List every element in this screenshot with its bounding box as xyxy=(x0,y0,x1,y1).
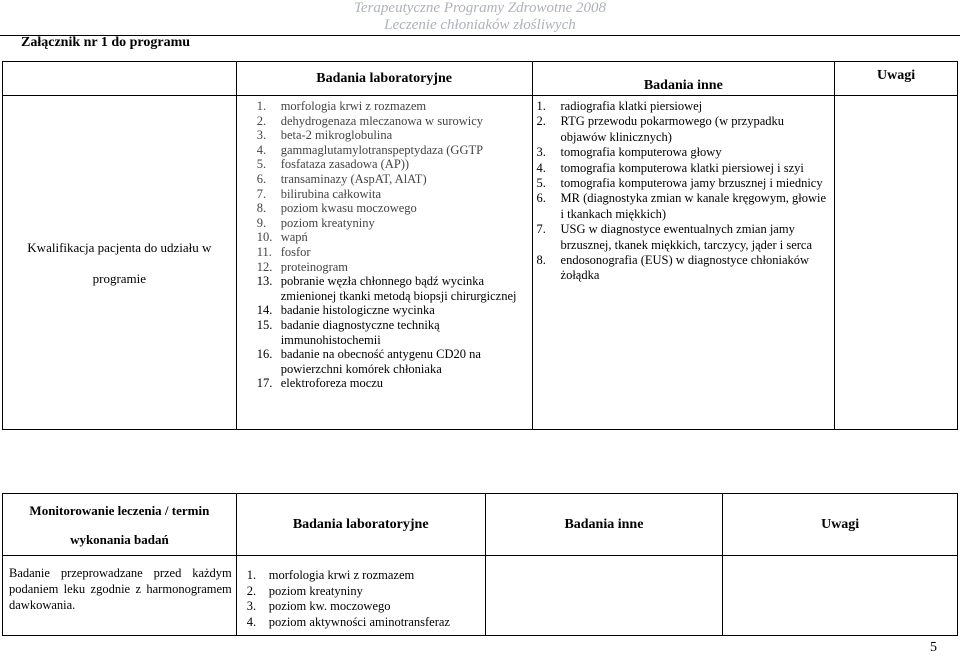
list-item-text: pobranie węzła chłonnego bądź wycinka zmienionej tkanki metodą biopsji chirurgicznej xyxy=(280,274,517,303)
list-item xyxy=(247,584,481,600)
monitoring-lab-list xyxy=(237,556,485,634)
list-item xyxy=(537,222,831,253)
list-item-number: 14. xyxy=(256,303,273,318)
list-item-number: 13. xyxy=(256,274,273,289)
table1-col-notes: Uwagi xyxy=(835,62,958,96)
list-item-text: poziom kreatyniny xyxy=(268,583,363,598)
list-item-number: 9. xyxy=(256,215,267,230)
list-item-text: badanie na obecność antygenu CD20 na powierzchni komórek chłoniaka xyxy=(280,347,481,376)
list-item-text: radiografia klatki piersiowej xyxy=(560,99,703,113)
list-item-number: 16. xyxy=(256,347,273,362)
list-item-number: 2. xyxy=(256,113,267,128)
list-item-text: poziom kreatyniny xyxy=(280,215,375,230)
list-item-text: bilirubina całkowita xyxy=(280,186,382,201)
monitoring-notes-cell xyxy=(723,556,958,636)
list-item xyxy=(247,568,481,584)
list-item-number: 12. xyxy=(256,259,273,274)
list-item xyxy=(537,253,831,284)
list-item xyxy=(257,216,528,231)
list-item xyxy=(257,274,528,303)
table2-col-notes: Uwagi xyxy=(723,494,958,556)
list-item xyxy=(257,114,528,129)
list-item-text: poziom aktywności aminotransferaz xyxy=(268,614,450,629)
table1-col-other: Badania inne xyxy=(532,62,835,96)
list-item-text: tomografia komputerowa klatki piersiowej i szyi xyxy=(560,160,804,175)
header-title: Terapeutyczne Programy Zdrowotne 2008 xyxy=(353,0,607,16)
list-item-text: RTG przewodu pokarmowego (w przypadku objawów klinicznych) xyxy=(560,114,785,144)
list-item xyxy=(247,599,481,615)
list-item xyxy=(257,230,528,245)
qualification-label: Kwalifikacja pacjenta do udziału w programie xyxy=(3,96,237,430)
list-item xyxy=(257,187,528,202)
list-item-text: fosfor xyxy=(280,244,311,259)
list-item xyxy=(537,176,831,191)
lab-tests-list xyxy=(237,96,532,395)
list-item-text: poziom kw. moczowego xyxy=(268,599,391,614)
list-item-number: 17. xyxy=(256,376,273,391)
list-item-number: 6. xyxy=(256,171,267,186)
list-item xyxy=(257,172,528,187)
list-item-number: 4. xyxy=(536,160,546,175)
list-item-text: transaminazy (AspAT, AlAT) xyxy=(280,171,427,186)
list-item-text: tomografia komputerowa jamy brzusznej i miednicy xyxy=(560,176,823,191)
list-item-text: dehydrogenaza mleczanowa w surowicy xyxy=(280,113,484,128)
list-item xyxy=(257,318,528,347)
list-item xyxy=(257,260,528,275)
list-item-text: morfologia krwi z rozmazem xyxy=(268,568,415,582)
list-item-number: 8. xyxy=(536,253,546,268)
table2-col-lab: Badania laboratoryjne xyxy=(236,494,485,556)
list-item xyxy=(537,99,831,114)
list-item-number: 1. xyxy=(256,99,267,113)
list-item-text: badanie histologiczne wycinka xyxy=(280,303,435,318)
list-item-text: USG w diagnostyce ewentualnych zmian jamy brzusznej, tkanek miękkich, tarczycy, jąder i serca xyxy=(560,222,813,252)
list-item xyxy=(257,143,528,158)
monitoring-lab-cell xyxy=(236,556,485,636)
list-item-number: 3. xyxy=(246,599,257,614)
list-item xyxy=(257,201,528,216)
list-item-number: 3. xyxy=(536,145,546,160)
monitoring-other-cell xyxy=(485,556,723,636)
list-item-number: 1. xyxy=(246,568,257,582)
list-item xyxy=(257,245,528,260)
list-item-number: 4. xyxy=(256,142,267,157)
list-item xyxy=(537,145,831,160)
list-item xyxy=(537,161,831,176)
table1-empty-header xyxy=(3,62,237,96)
list-item-text: badanie diagnostyczne techniką immunohistochemii xyxy=(280,317,440,347)
list-item-number: 15. xyxy=(256,317,273,332)
list-item-number: 10. xyxy=(256,230,273,245)
page-number: 5 xyxy=(930,640,937,655)
list-item-text: proteinogram xyxy=(280,259,349,274)
list-item-text: poziom kwasu moczowego xyxy=(280,201,417,216)
list-item-number: 8. xyxy=(256,201,267,216)
list-item-number: 7. xyxy=(536,222,546,237)
list-item-text: wapń xyxy=(280,230,308,245)
list-item xyxy=(257,347,528,376)
list-item-text: elektroforeza moczu xyxy=(280,376,384,391)
list-item-text: fosfataza zasadowa (AP)) xyxy=(280,157,410,172)
lab-tests-cell xyxy=(236,96,532,430)
table2-col-other: Badania inne xyxy=(485,494,723,556)
annex-label: Załącznik nr 1 do programu xyxy=(21,35,191,50)
list-item-number: 4. xyxy=(246,614,257,629)
table2-col-term: Monitorowanie leczenia / termin wykonania badań xyxy=(3,494,237,556)
other-tests-cell xyxy=(532,96,835,430)
list-item xyxy=(537,191,831,222)
list-item-number: 3. xyxy=(256,128,267,143)
list-item-number: 2. xyxy=(246,583,257,598)
list-item xyxy=(257,376,528,391)
list-item-number: 5. xyxy=(536,176,546,191)
list-item xyxy=(247,615,481,631)
list-item-text: beta-2 mikroglobulina xyxy=(280,128,393,143)
list-item xyxy=(537,114,831,145)
monitoring-label: Badanie przeprowadzane przed każdym podaniem leku zgodnie z harmonogramem dawkowania. xyxy=(3,556,237,636)
list-item-text: tomografia komputerowa głowy xyxy=(560,145,722,160)
list-item-number: 6. xyxy=(536,191,546,206)
list-item-number: 1. xyxy=(536,99,546,113)
table1-col-lab: Badania laboratoryjne xyxy=(236,62,532,96)
list-item-number: 2. xyxy=(536,114,546,129)
list-item xyxy=(257,157,528,172)
list-item-number: 11. xyxy=(256,244,272,259)
list-item-text: morfologia krwi z rozmazem xyxy=(280,99,427,113)
notes-cell xyxy=(835,96,958,430)
header-subtitle: Leczenie chłoniaków złośliwych xyxy=(384,17,576,33)
list-item-number: 7. xyxy=(256,186,267,201)
list-item xyxy=(257,303,528,318)
list-item-text: endosonografia (EUS) w diagnostyce chłoniaków żołądka xyxy=(560,253,810,283)
list-item-text: MR (diagnostyka zmian w kanale kręgowym, głowie i tkankach miękkich) xyxy=(560,191,827,221)
qualification-table xyxy=(2,61,958,430)
other-tests-list xyxy=(533,96,835,288)
list-item-text: gammaglutamylotranspeptydaza (GGTP xyxy=(280,142,484,157)
list-item-number: 5. xyxy=(256,157,267,172)
list-item xyxy=(257,128,528,143)
list-item xyxy=(257,99,528,114)
monitoring-table xyxy=(2,493,958,636)
